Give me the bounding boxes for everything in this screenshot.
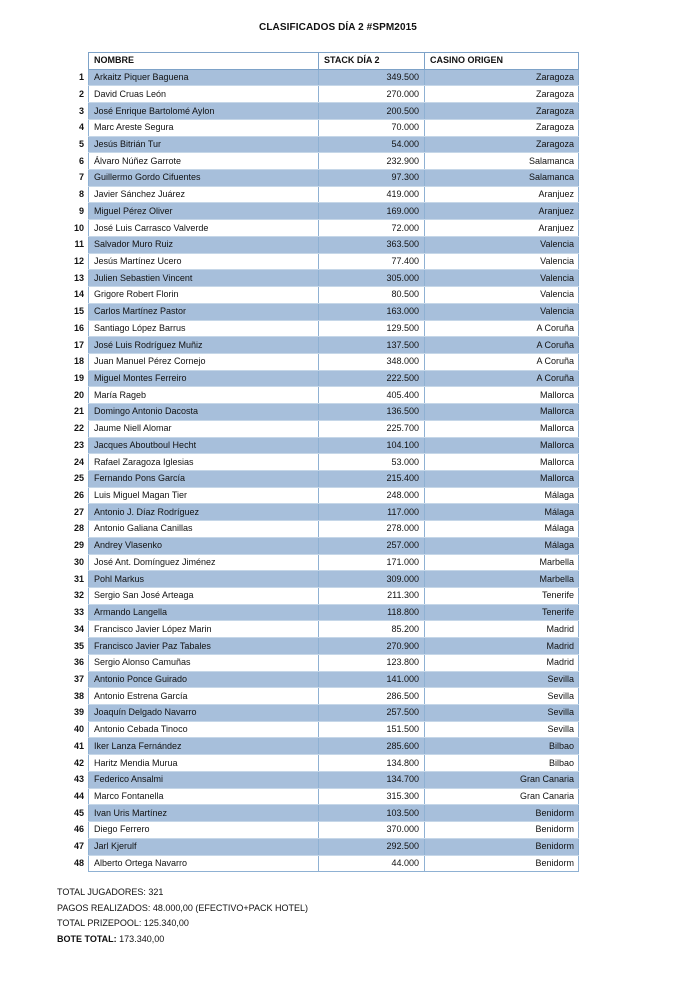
table-row xyxy=(50,353,579,370)
name-cell: Juan Manuel Pérez Cornejo xyxy=(89,353,319,370)
rank-cell: 5 xyxy=(50,136,89,153)
stack-header: STACK DÍA 2 xyxy=(319,53,425,70)
rank-cell: 31 xyxy=(50,571,89,588)
casino-cell: Zaragoza xyxy=(425,69,579,86)
stack-cell: 54.000 xyxy=(319,136,425,153)
stack-cell: 97.300 xyxy=(319,170,425,187)
casino-cell: Benidorm xyxy=(425,838,579,855)
stack-cell: 257.500 xyxy=(319,705,425,722)
stack-cell: 103.500 xyxy=(319,805,425,822)
name-cell: Antonio Ponce Guirado xyxy=(89,671,319,688)
casino-cell: Valencia xyxy=(425,253,579,270)
casino-cell: Tenerife xyxy=(425,588,579,605)
rank-cell: 42 xyxy=(50,755,89,772)
stack-cell: 405.400 xyxy=(319,387,425,404)
stack-cell: 225.700 xyxy=(319,420,425,437)
name-cell: Marc Areste Segura xyxy=(89,119,319,136)
table-row xyxy=(50,621,579,638)
table-row xyxy=(50,220,579,237)
bote-value: 173.340,00 xyxy=(116,933,165,944)
casino-cell: Valencia xyxy=(425,287,579,304)
rank-cell: 20 xyxy=(50,387,89,404)
casino-cell: Mallorca xyxy=(425,470,579,487)
stack-cell: 200.500 xyxy=(319,103,425,120)
name-cell: Sergio San José Arteaga xyxy=(89,588,319,605)
casino-cell: Aranjuez xyxy=(425,220,579,237)
casino-cell: A Coruña xyxy=(425,370,579,387)
stack-cell: 248.000 xyxy=(319,487,425,504)
rank-cell: 46 xyxy=(50,822,89,839)
table-row xyxy=(50,588,579,605)
casino-cell: Málaga xyxy=(425,487,579,504)
casino-cell: Salamanca xyxy=(425,170,579,187)
name-cell: Santiago López Barrus xyxy=(89,320,319,337)
casino-cell: Madrid xyxy=(425,638,579,655)
name-cell: Álvaro Núñez Garrote xyxy=(89,153,319,170)
casino-cell: Marbella xyxy=(425,571,579,588)
prizepool: TOTAL PRIZEPOOL: 125.340,00 xyxy=(57,918,189,928)
rank-header xyxy=(50,53,89,70)
name-cell: Jarl Kjerulf xyxy=(89,838,319,855)
stack-cell: 370.000 xyxy=(319,822,425,839)
stack-cell: 270.000 xyxy=(319,86,425,103)
casino-cell: Zaragoza xyxy=(425,86,579,103)
table-row xyxy=(50,303,579,320)
stack-cell: 211.300 xyxy=(319,588,425,605)
table-row xyxy=(50,755,579,772)
casino-cell: Sevilla xyxy=(425,671,579,688)
stack-cell: 285.600 xyxy=(319,738,425,755)
table-row xyxy=(50,320,579,337)
rank-cell: 33 xyxy=(50,604,89,621)
name-cell: Miguel Pérez Oliver xyxy=(89,203,319,220)
casino-cell: Mallorca xyxy=(425,454,579,471)
stack-cell: 363.500 xyxy=(319,236,425,253)
stack-cell: 292.500 xyxy=(319,838,425,855)
casino-cell: Madrid xyxy=(425,654,579,671)
table-row xyxy=(50,470,579,487)
rank-cell: 18 xyxy=(50,353,89,370)
casino-cell: Benidorm xyxy=(425,855,579,872)
casino-cell: Zaragoza xyxy=(425,103,579,120)
rank-cell: 21 xyxy=(50,404,89,421)
casino-cell: Bilbao xyxy=(425,755,579,772)
casino-cell: Madrid xyxy=(425,621,579,638)
name-cell: Marco Fontanella xyxy=(89,788,319,805)
name-cell: Sergio Alonso Camuñas xyxy=(89,654,319,671)
name-cell: Francisco Javier López Marin xyxy=(89,621,319,638)
table-row xyxy=(50,721,579,738)
stack-cell: 141.000 xyxy=(319,671,425,688)
rank-cell: 30 xyxy=(50,554,89,571)
name-cell: Domingo Antonio Dacosta xyxy=(89,404,319,421)
stack-cell: 85.200 xyxy=(319,621,425,638)
table-row xyxy=(50,136,579,153)
rank-cell: 2 xyxy=(50,86,89,103)
table-row xyxy=(50,236,579,253)
table-row xyxy=(50,69,579,86)
stack-cell: 80.500 xyxy=(319,287,425,304)
casino-cell: Aranjuez xyxy=(425,186,579,203)
rank-cell: 6 xyxy=(50,153,89,170)
name-cell: Carlos Martínez Pastor xyxy=(89,303,319,320)
stack-cell: 257.000 xyxy=(319,537,425,554)
rank-cell: 32 xyxy=(50,588,89,605)
stack-cell: 134.700 xyxy=(319,771,425,788)
name-cell: Fernando Pons García xyxy=(89,470,319,487)
casino-cell: Sevilla xyxy=(425,705,579,722)
rank-cell: 12 xyxy=(50,253,89,270)
table-row xyxy=(50,705,579,722)
casino-cell: Bilbao xyxy=(425,738,579,755)
table-row xyxy=(50,671,579,688)
casino-cell: Sevilla xyxy=(425,721,579,738)
rank-cell: 10 xyxy=(50,220,89,237)
name-cell: Haritz Mendia Murua xyxy=(89,755,319,772)
casino-cell: Málaga xyxy=(425,537,579,554)
stack-cell: 419.000 xyxy=(319,186,425,203)
rank-cell: 25 xyxy=(50,470,89,487)
rank-cell: 29 xyxy=(50,537,89,554)
name-cell: David Cruas León xyxy=(89,86,319,103)
page-title: CLASIFICADOS DÍA 2 #SPM2015 xyxy=(259,22,417,33)
name-cell: Jesús Bitrián Tur xyxy=(89,136,319,153)
stack-cell: 171.000 xyxy=(319,554,425,571)
casino-cell: Málaga xyxy=(425,521,579,538)
rank-cell: 16 xyxy=(50,320,89,337)
name-cell: Federico Ansalmi xyxy=(89,771,319,788)
name-cell: Jaume Niell Alomar xyxy=(89,420,319,437)
stack-cell: 44.000 xyxy=(319,855,425,872)
rank-cell: 44 xyxy=(50,788,89,805)
name-cell: Jacques Aboutboul Hecht xyxy=(89,437,319,454)
rank-cell: 14 xyxy=(50,287,89,304)
rank-cell: 37 xyxy=(50,671,89,688)
table-row xyxy=(50,270,579,287)
stack-cell: 151.500 xyxy=(319,721,425,738)
rank-cell: 41 xyxy=(50,738,89,755)
rank-cell: 4 xyxy=(50,119,89,136)
casino-cell: Zaragoza xyxy=(425,136,579,153)
casino-cell: Salamanca xyxy=(425,153,579,170)
stack-cell: 70.000 xyxy=(319,119,425,136)
stack-cell: 163.000 xyxy=(319,303,425,320)
name-cell: Pohl Markus xyxy=(89,571,319,588)
rank-cell: 35 xyxy=(50,638,89,655)
name-cell: José Enrique Bartolomé Aylon xyxy=(89,103,319,120)
casino-cell: Mallorca xyxy=(425,420,579,437)
name-cell: José Luis Carrasco Valverde xyxy=(89,220,319,237)
table-row xyxy=(50,103,579,120)
casino-cell: Benidorm xyxy=(425,805,579,822)
casino-cell: Marbella xyxy=(425,554,579,571)
table-row xyxy=(50,487,579,504)
name-cell: Diego Ferrero xyxy=(89,822,319,839)
rank-cell: 8 xyxy=(50,186,89,203)
name-cell: Julien Sebastien Vincent xyxy=(89,270,319,287)
stack-cell: 77.400 xyxy=(319,253,425,270)
stack-cell: 118.800 xyxy=(319,604,425,621)
name-cell: Andrey Vlasenko xyxy=(89,537,319,554)
stack-cell: 136.500 xyxy=(319,404,425,421)
rank-cell: 22 xyxy=(50,420,89,437)
table-row xyxy=(50,420,579,437)
table-row xyxy=(50,437,579,454)
bote-label: BOTE TOTAL: xyxy=(57,933,117,944)
results-table xyxy=(50,52,579,872)
rank-cell: 39 xyxy=(50,705,89,722)
table-row xyxy=(50,86,579,103)
rank-cell: 3 xyxy=(50,103,89,120)
name-cell: Grigore Robert Florin xyxy=(89,287,319,304)
table-row xyxy=(50,654,579,671)
summary-block xyxy=(57,885,308,947)
stack-cell: 72.000 xyxy=(319,220,425,237)
name-cell: José Ant. Domínguez Jiménez xyxy=(89,554,319,571)
name-cell: Rafael Zaragoza Iglesias xyxy=(89,454,319,471)
stack-cell: 309.000 xyxy=(319,571,425,588)
table-row xyxy=(50,771,579,788)
casino-header: CASINO ORIGEN xyxy=(425,53,579,70)
name-cell: Iker Lanza Fernández xyxy=(89,738,319,755)
casino-cell: Valencia xyxy=(425,303,579,320)
name-cell: Javier Sánchez Juárez xyxy=(89,186,319,203)
stack-cell: 348.000 xyxy=(319,353,425,370)
table-row xyxy=(50,454,579,471)
table-row xyxy=(50,805,579,822)
rank-cell: 47 xyxy=(50,838,89,855)
rank-cell: 24 xyxy=(50,454,89,471)
rank-cell: 28 xyxy=(50,521,89,538)
rank-cell: 27 xyxy=(50,504,89,521)
rank-cell: 38 xyxy=(50,688,89,705)
casino-cell: Mallorca xyxy=(425,404,579,421)
casino-cell: Zaragoza xyxy=(425,119,579,136)
table-row xyxy=(50,688,579,705)
table-row xyxy=(50,287,579,304)
table-row xyxy=(50,153,579,170)
casino-cell: Mallorca xyxy=(425,437,579,454)
stack-cell: 349.500 xyxy=(319,69,425,86)
table-header-row xyxy=(50,53,579,70)
table-row xyxy=(50,855,579,872)
name-cell: Antonio Cebada Tinoco xyxy=(89,721,319,738)
casino-cell: A Coruña xyxy=(425,337,579,354)
name-cell: Francisco Javier Paz Tabales xyxy=(89,638,319,655)
stack-cell: 129.500 xyxy=(319,320,425,337)
rank-cell: 17 xyxy=(50,337,89,354)
name-cell: Armando Langella xyxy=(89,604,319,621)
total-players: TOTAL JUGADORES: 321 xyxy=(57,887,164,897)
table-row xyxy=(50,638,579,655)
name-cell: Guillermo Gordo Cifuentes xyxy=(89,170,319,187)
casino-cell: Valencia xyxy=(425,236,579,253)
table-row xyxy=(50,521,579,538)
rank-cell: 23 xyxy=(50,437,89,454)
rank-cell: 34 xyxy=(50,621,89,638)
table-row xyxy=(50,170,579,187)
name-cell: Antonio Galiana Canillas xyxy=(89,521,319,538)
stack-cell: 134.800 xyxy=(319,755,425,772)
table-row xyxy=(50,604,579,621)
rank-cell: 45 xyxy=(50,805,89,822)
name-cell: Antonio J. Díaz Rodríguez xyxy=(89,504,319,521)
casino-cell: A Coruña xyxy=(425,320,579,337)
table-row xyxy=(50,203,579,220)
casino-cell: Gran Canaria xyxy=(425,771,579,788)
rank-cell: 19 xyxy=(50,370,89,387)
table-row xyxy=(50,504,579,521)
stack-cell: 215.400 xyxy=(319,470,425,487)
table-row xyxy=(50,571,579,588)
name-header: NOMBRE xyxy=(89,53,319,70)
stack-cell: 169.000 xyxy=(319,203,425,220)
stack-cell: 270.900 xyxy=(319,638,425,655)
name-cell: Antonio Estrena García xyxy=(89,688,319,705)
rank-cell: 26 xyxy=(50,487,89,504)
rank-cell: 43 xyxy=(50,771,89,788)
stack-cell: 117.000 xyxy=(319,504,425,521)
rank-cell: 11 xyxy=(50,236,89,253)
name-cell: Arkaitz Piquer Baguena xyxy=(89,69,319,86)
table-row xyxy=(50,387,579,404)
payments: PAGOS REALIZADOS: 48.000,00 (EFECTIVO+PACK HOTEL) xyxy=(57,902,308,913)
name-cell: José Luis Rodríguez Muñiz xyxy=(89,337,319,354)
name-cell: María Rageb xyxy=(89,387,319,404)
stack-cell: 222.500 xyxy=(319,370,425,387)
table-row xyxy=(50,738,579,755)
table-row xyxy=(50,788,579,805)
name-cell: Salvador Muro Ruiz xyxy=(89,236,319,253)
table-row xyxy=(50,253,579,270)
table-row xyxy=(50,404,579,421)
rank-cell: 1 xyxy=(50,69,89,86)
stack-cell: 278.000 xyxy=(319,521,425,538)
stack-cell: 104.100 xyxy=(319,437,425,454)
table-row xyxy=(50,119,579,136)
rank-cell: 15 xyxy=(50,303,89,320)
stack-cell: 137.500 xyxy=(319,337,425,354)
name-cell: Miguel Montes Ferreiro xyxy=(89,370,319,387)
name-cell: Jesús Martínez Ucero xyxy=(89,253,319,270)
rank-cell: 40 xyxy=(50,721,89,738)
casino-cell: Mallorca xyxy=(425,387,579,404)
casino-cell: A Coruña xyxy=(425,353,579,370)
casino-cell: Gran Canaria xyxy=(425,788,579,805)
table-row xyxy=(50,822,579,839)
rank-cell: 7 xyxy=(50,170,89,187)
rank-cell: 36 xyxy=(50,654,89,671)
stack-cell: 232.900 xyxy=(319,153,425,170)
casino-cell: Tenerife xyxy=(425,604,579,621)
table-row xyxy=(50,838,579,855)
table-row xyxy=(50,337,579,354)
rank-cell: 13 xyxy=(50,270,89,287)
rank-cell: 48 xyxy=(50,855,89,872)
stack-cell: 123.800 xyxy=(319,654,425,671)
stack-cell: 53.000 xyxy=(319,454,425,471)
table-row xyxy=(50,554,579,571)
casino-cell: Benidorm xyxy=(425,822,579,839)
name-cell: Ivan Uris Martínez xyxy=(89,805,319,822)
table-row xyxy=(50,370,579,387)
rank-cell: 9 xyxy=(50,203,89,220)
stack-cell: 315.300 xyxy=(319,788,425,805)
casino-cell: Valencia xyxy=(425,270,579,287)
stack-cell: 286.500 xyxy=(319,688,425,705)
stack-cell: 305.000 xyxy=(319,270,425,287)
casino-cell: Málaga xyxy=(425,504,579,521)
bote-total xyxy=(57,932,308,948)
casino-cell: Sevilla xyxy=(425,688,579,705)
table-row xyxy=(50,537,579,554)
table-row xyxy=(50,186,579,203)
name-cell: Alberto Ortega Navarro xyxy=(89,855,319,872)
name-cell: Luis Miguel Magan Tier xyxy=(89,487,319,504)
casino-cell: Aranjuez xyxy=(425,203,579,220)
name-cell: Joaquín Delgado Navarro xyxy=(89,705,319,722)
